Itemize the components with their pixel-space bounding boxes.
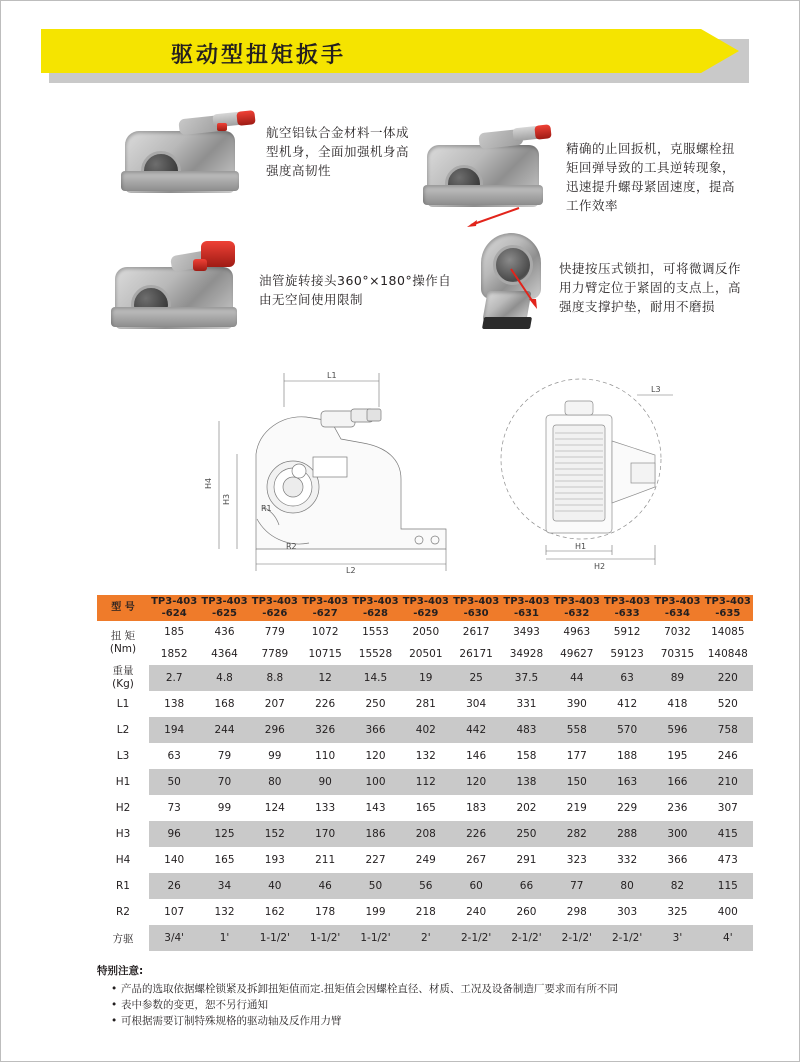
table-cell: 138 — [501, 769, 551, 795]
feature-text-4: 快捷按压式锁扣，可将微调反作用力臂定位于紧固的支点上，高强度支撑护垫，耐用不磨损 — [559, 261, 742, 314]
table-cell: 307 — [703, 795, 753, 821]
table-cell: 558 — [552, 717, 602, 743]
notes-section — [97, 963, 757, 1029]
table-row — [97, 873, 753, 899]
spec-table-wrap — [97, 595, 753, 951]
product-photo-4 — [461, 229, 571, 339]
table-cell: 49627 — [552, 643, 602, 665]
table-cell: 146 — [451, 743, 501, 769]
table-cell: 165 — [401, 795, 451, 821]
table-cell: 331 — [501, 691, 551, 717]
table-cell: 303 — [602, 899, 652, 925]
dim-label-h4: H4 — [204, 477, 213, 489]
table-cell: 298 — [552, 899, 602, 925]
table-cell: 332 — [602, 847, 652, 873]
table-cell: 229 — [602, 795, 652, 821]
table-cell: 100 — [350, 769, 400, 795]
dim-label-r1: R1 — [261, 504, 272, 513]
table-cell: 166 — [652, 769, 702, 795]
table-cell: 236 — [652, 795, 702, 821]
table-cell: 162 — [250, 899, 300, 925]
table-row — [97, 795, 753, 821]
table-cell: 3/4' — [149, 925, 199, 951]
table-cell: 2050 — [401, 621, 451, 643]
table-cell: 125 — [199, 821, 249, 847]
table-cell: 4963 — [552, 621, 602, 643]
table-row — [97, 643, 753, 665]
table-cell: 250 — [501, 821, 551, 847]
table-header-model: TP3-403 -630 — [451, 595, 501, 621]
table-row — [97, 821, 753, 847]
table-cell: 226 — [451, 821, 501, 847]
row-label: R2 — [97, 899, 149, 925]
table-cell: 194 — [149, 717, 199, 743]
table-cell: 63 — [602, 665, 652, 691]
table-cell: 124 — [250, 795, 300, 821]
table-cell: 4364 — [199, 643, 249, 665]
table-cell: 211 — [300, 847, 350, 873]
dim-label-r2: R2 — [286, 542, 297, 551]
table-cell: 210 — [703, 769, 753, 795]
table-cell: 219 — [552, 795, 602, 821]
table-cell: 19 — [401, 665, 451, 691]
table-cell: 132 — [401, 743, 451, 769]
table-cell: 188 — [602, 743, 652, 769]
table-cell: 2-1/2' — [552, 925, 602, 951]
table-header-model: TP3-403 -625 — [199, 595, 249, 621]
table-cell: 46 — [300, 873, 350, 899]
table-cell: 3' — [652, 925, 702, 951]
table-cell: 82 — [652, 873, 702, 899]
table-cell: 250 — [350, 691, 400, 717]
table-header-model: TP3-403 -632 — [552, 595, 602, 621]
table-cell: 291 — [501, 847, 551, 873]
row-label: L3 — [97, 743, 149, 769]
banner-bar — [41, 29, 701, 73]
table-cell: 183 — [451, 795, 501, 821]
table-header-model: TP3-403 -634 — [652, 595, 702, 621]
pointer-arrow-icon — [461, 205, 521, 229]
table-cell: 246 — [703, 743, 753, 769]
banner-arrow-icon — [701, 29, 739, 73]
table-cell: 120 — [451, 769, 501, 795]
pointer-arrow-icon-2 — [505, 265, 549, 311]
row-label: H1 — [97, 769, 149, 795]
dim-label-l3: L3 — [651, 385, 661, 394]
table-header-label: 型 号 — [97, 595, 149, 621]
table-cell: 37.5 — [501, 665, 551, 691]
table-cell: 267 — [451, 847, 501, 873]
dim-label-h3: H3 — [222, 493, 231, 505]
table-header-model: TP3-403 -635 — [703, 595, 753, 621]
table-cell: 90 — [300, 769, 350, 795]
table-cell: 402 — [401, 717, 451, 743]
table-cell: 50 — [149, 769, 199, 795]
table-cell: 77 — [552, 873, 602, 899]
technical-drawings — [41, 359, 761, 589]
table-cell: 26 — [149, 873, 199, 899]
table-cell: 4' — [703, 925, 753, 951]
product-photo-2 — [421, 123, 561, 215]
table-cell: 281 — [401, 691, 451, 717]
features-section — [41, 101, 761, 351]
table-row — [97, 743, 753, 769]
table-cell: 596 — [652, 717, 702, 743]
table-cell: 170 — [300, 821, 350, 847]
dim-label-h2: H2 — [594, 562, 606, 571]
table-cell: 288 — [602, 821, 652, 847]
table-header-model: TP3-403 -631 — [501, 595, 551, 621]
table-cell: 195 — [652, 743, 702, 769]
table-cell: 2-1/2' — [602, 925, 652, 951]
table-cell: 199 — [350, 899, 400, 925]
table-row — [97, 621, 753, 643]
table-cell: 14085 — [703, 621, 753, 643]
table-cell: 218 — [401, 899, 451, 925]
table-cell: 25 — [451, 665, 501, 691]
table-cell: 26171 — [451, 643, 501, 665]
table-cell: 107 — [149, 899, 199, 925]
table-cell: 227 — [350, 847, 400, 873]
table-cell: 779 — [250, 621, 300, 643]
table-cell: 5912 — [602, 621, 652, 643]
table-cell: 418 — [652, 691, 702, 717]
table-cell: 282 — [552, 821, 602, 847]
table-cell: 202 — [501, 795, 551, 821]
table-row — [97, 899, 753, 925]
table-cell: 483 — [501, 717, 551, 743]
table-row — [97, 691, 753, 717]
table-cell: 80 — [602, 873, 652, 899]
table-cell: 99 — [250, 743, 300, 769]
table-header-model: TP3-403 -626 — [250, 595, 300, 621]
table-header-model: TP3-403 -633 — [602, 595, 652, 621]
header-banner — [41, 29, 761, 91]
table-cell: 115 — [703, 873, 753, 899]
table-cell: 325 — [652, 899, 702, 925]
table-cell: 2-1/2' — [451, 925, 501, 951]
table-cell: 415 — [703, 821, 753, 847]
table-cell: 7032 — [652, 621, 702, 643]
table-cell: 208 — [401, 821, 451, 847]
table-cell: 400 — [703, 899, 753, 925]
notes-title: 特别注意: — [97, 965, 144, 977]
table-row — [97, 665, 753, 691]
table-cell: 99 — [199, 795, 249, 821]
table-cell: 442 — [451, 717, 501, 743]
table-cell: 20501 — [401, 643, 451, 665]
product-photo-1 — [119, 111, 259, 201]
row-label: L2 — [97, 717, 149, 743]
table-cell: 10715 — [300, 643, 350, 665]
table-cell: 220 — [703, 665, 753, 691]
table-cell: 1-1/2' — [350, 925, 400, 951]
table-cell: 326 — [300, 717, 350, 743]
table-header-model: TP3-403 -628 — [350, 595, 400, 621]
table-cell: 249 — [401, 847, 451, 873]
table-cell: 366 — [350, 717, 400, 743]
table-cell: 1852 — [149, 643, 199, 665]
table-cell: 15528 — [350, 643, 400, 665]
table-cell: 120 — [350, 743, 400, 769]
table-cell: 758 — [703, 717, 753, 743]
table-cell: 96 — [149, 821, 199, 847]
table-cell: 260 — [501, 899, 551, 925]
table-cell: 140848 — [703, 643, 753, 665]
table-cell: 570 — [602, 717, 652, 743]
table-header-row — [97, 595, 753, 621]
table-cell: 366 — [652, 847, 702, 873]
table-cell: 244 — [199, 717, 249, 743]
row-label: 方驱 — [97, 925, 149, 951]
table-cell: 226 — [300, 691, 350, 717]
table-cell: 185 — [149, 621, 199, 643]
table-cell: 240 — [451, 899, 501, 925]
table-cell: 79 — [199, 743, 249, 769]
table-cell: 390 — [552, 691, 602, 717]
table-cell: 473 — [703, 847, 753, 873]
table-cell: 158 — [501, 743, 551, 769]
row-label: 重量 (Kg) — [97, 665, 149, 691]
table-cell: 207 — [250, 691, 300, 717]
table-cell: 80 — [250, 769, 300, 795]
table-row — [97, 847, 753, 873]
table-cell: 89 — [652, 665, 702, 691]
notes-list — [97, 981, 757, 1029]
table-cell: 50 — [350, 873, 400, 899]
table-header-model: TP3-403 -624 — [149, 595, 199, 621]
feature-text-1: 航空铝钛合金材料一体成型机身，全面加强机身高强度高韧性 — [266, 125, 410, 178]
table-cell: 300 — [652, 821, 702, 847]
table-cell: 152 — [250, 821, 300, 847]
table-cell: 70315 — [652, 643, 702, 665]
table-cell: 34928 — [501, 643, 551, 665]
table-row — [97, 925, 753, 951]
table-cell: 1553 — [350, 621, 400, 643]
table-cell: 34 — [199, 873, 249, 899]
feature-text-2: 精确的止回扳机，克服螺栓扭矩回弹导致的工具逆转现象，迅速提升螺母紧固速度，提高工作效率 — [566, 141, 736, 213]
table-cell: 44 — [552, 665, 602, 691]
table-cell: 59123 — [602, 643, 652, 665]
dim-label-l1: L1 — [327, 371, 337, 380]
table-cell: 168 — [199, 691, 249, 717]
table-cell: 304 — [451, 691, 501, 717]
page-title: 驱动型扭矩扳手 — [171, 43, 347, 68]
table-cell: 70 — [199, 769, 249, 795]
table-cell: 3493 — [501, 621, 551, 643]
table-cell: 193 — [250, 847, 300, 873]
table-cell: 165 — [199, 847, 249, 873]
row-label: 扭 矩 (Nm) — [97, 621, 149, 665]
table-cell: 1072 — [300, 621, 350, 643]
table-cell: 56 — [401, 873, 451, 899]
table-cell: 412 — [602, 691, 652, 717]
row-label: H3 — [97, 821, 149, 847]
table-header-model: TP3-403 -629 — [401, 595, 451, 621]
table-cell: 2.7 — [149, 665, 199, 691]
table-cell: 60 — [451, 873, 501, 899]
table-cell: 178 — [300, 899, 350, 925]
table-cell: 436 — [199, 621, 249, 643]
dim-label-h1: H1 — [575, 542, 587, 551]
table-cell: 132 — [199, 899, 249, 925]
row-label: L1 — [97, 691, 149, 717]
table-cell: 7789 — [250, 643, 300, 665]
note-item: • 产品的选取依据螺栓锁紧及拆卸扭矩值而定.扭矩值会因螺栓直径、材质、工况及设备制造厂要求而有所不同 — [111, 981, 757, 997]
table-cell: 143 — [350, 795, 400, 821]
product-photo-3 — [109, 241, 259, 336]
table-cell: 66 — [501, 873, 551, 899]
table-cell: 2617 — [451, 621, 501, 643]
table-row — [97, 717, 753, 743]
spec-table — [97, 595, 753, 951]
table-cell: 138 — [149, 691, 199, 717]
table-cell: 8.8 — [250, 665, 300, 691]
feature-text-3: 油管旋转接头360°×180°操作自由无空间使用限制 — [259, 273, 452, 307]
table-cell: 110 — [300, 743, 350, 769]
dimension-drawing-svg — [41, 359, 761, 589]
table-cell: 2-1/2' — [501, 925, 551, 951]
table-cell: 140 — [149, 847, 199, 873]
table-cell: 296 — [250, 717, 300, 743]
table-cell: 133 — [300, 795, 350, 821]
table-row — [97, 769, 753, 795]
row-label: R1 — [97, 873, 149, 899]
table-cell: 63 — [149, 743, 199, 769]
note-item: • 可根据需要订制特殊规格的驱动轴及反作用力臂 — [111, 1013, 757, 1029]
table-cell: 520 — [703, 691, 753, 717]
table-cell: 112 — [401, 769, 451, 795]
note-item: • 表中参数的变更，恕不另行通知 — [111, 997, 757, 1013]
row-label: H4 — [97, 847, 149, 873]
table-cell: 150 — [552, 769, 602, 795]
table-cell: 1' — [199, 925, 249, 951]
table-cell: 186 — [350, 821, 400, 847]
table-cell: 4.8 — [199, 665, 249, 691]
table-cell: 14.5 — [350, 665, 400, 691]
table-cell: 177 — [552, 743, 602, 769]
dim-label-l2: L2 — [346, 566, 356, 575]
row-label: H2 — [97, 795, 149, 821]
table-header-model: TP3-403 -627 — [300, 595, 350, 621]
table-cell: 323 — [552, 847, 602, 873]
table-cell: 1-1/2' — [250, 925, 300, 951]
table-cell: 1-1/2' — [300, 925, 350, 951]
table-cell: 40 — [250, 873, 300, 899]
table-cell: 73 — [149, 795, 199, 821]
table-cell: 163 — [602, 769, 652, 795]
table-cell: 12 — [300, 665, 350, 691]
table-cell: 2' — [401, 925, 451, 951]
